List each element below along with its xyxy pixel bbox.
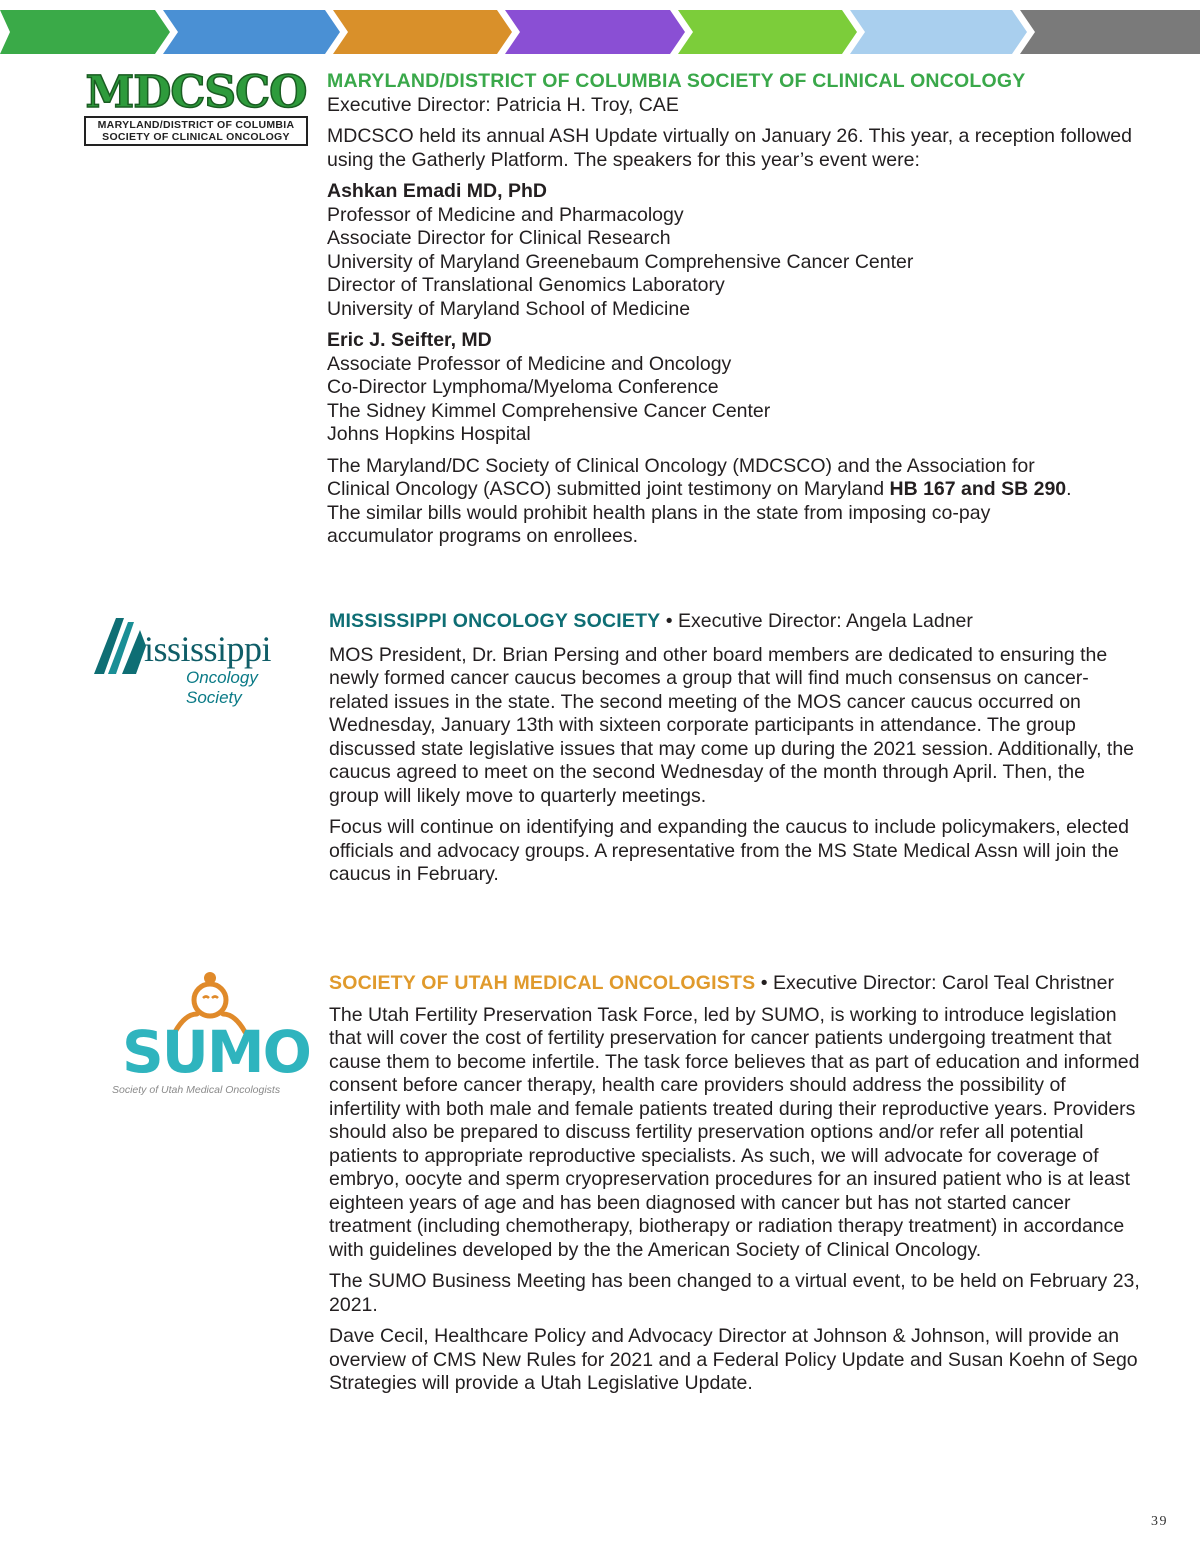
mdcsco-title: MARYLAND/DISTRICT OF COLUMBIA SOCIETY OF CLINICAL ONCOLOGY — [327, 70, 1026, 92]
speaker-1-title: University of Maryland School of Medicine — [327, 297, 691, 320]
page-number: 39 — [1151, 1514, 1168, 1529]
mississippi-title: MISSISSIPPI ONCOLOGY SOCIETY — [329, 610, 661, 632]
chevron-light-blue — [850, 10, 1027, 54]
mdcsco-logo-word: MDCSCO — [85, 67, 307, 118]
chevron-lime — [678, 10, 857, 54]
sumo-paragraph-3: Dave Cecil, Healthcare Policy and Advocacy Director at Johnson & Johnson, will provide an overview of CMS New Rules for 2021 and a Federal Policy Update and Susan Koehn of Sego Strategies will provide a Utah Legislative Update. — [329, 1325, 1138, 1394]
chevron-white-notch — [0, 20, 6, 44]
sumo-logo — [112, 970, 310, 1100]
chevron-blue — [163, 10, 340, 54]
speaker-1-title: University of Maryland Greenebaum Comprehensive Cancer Center — [327, 250, 914, 273]
speaker-1-title: Associate Director for Clinical Research — [327, 227, 671, 249]
sumo-content — [329, 972, 1140, 1404]
chevron-gray — [1020, 10, 1200, 54]
testimony-text-before: The Maryland/DC Society of Clinical Oncology (MDCSCO) and the Association for Clinical Oncology (ASCO) submitted joint testimony on Maryland — [327, 454, 1035, 500]
mdcsco-content — [327, 70, 1140, 557]
speaker-2-titles — [327, 353, 1140, 447]
mdcsco-testimony — [327, 455, 1100, 549]
mdcsco-executive-director: Executive Director: Patricia H. Troy, CAE — [327, 93, 679, 116]
speaker-2-title: Johns Hopkins Hospital — [327, 423, 531, 445]
sumo-executive-director: • Executive Director: Carol Teal Christner — [755, 972, 1114, 994]
speaker-1-name: Ashkan Emadi MD, PhD — [327, 180, 547, 202]
sumo-title: SOCIETY OF UTAH MEDICAL ONCOLOGISTS — [329, 972, 756, 994]
chevron-orange — [333, 10, 512, 54]
speaker-2-title: The Sidney Kimmel Comprehensive Cancer Center — [327, 399, 771, 422]
mississippi-logo-subtitle: Oncology Society — [186, 668, 258, 707]
testimony-text-after: . The similar bills would prohibit health plans in the state from imposing co-pay accumulator programs on enrollees. — [327, 478, 1072, 547]
mdcsco-logo-line1: MARYLAND/DISTRICT OF COLUMBIA — [97, 119, 295, 131]
speaker-1-titles — [327, 204, 1140, 322]
mississippi-logo — [94, 608, 314, 707]
mississippi-paragraph-1: MOS President, Dr. Brian Persing and other board members are dedicated to ensuring the newly formed cancer caucus becomes a group that will find much consensus on cancer-related issues in the state. The second meeting of the MOS cancer caucus occurred on Wednesday, January 13th with sixteen corporate participants in attendance. The group discussed state legislative issues that may come up during the 2021 session. Additionally, the caucus agreed to meet on the second Wednesday of the month through April. Then, the group will likely move to quarterly meetings. — [329, 643, 1135, 807]
chevron-banner — [0, 10, 1200, 54]
speaker-2-name: Eric J. Seifter, MD — [327, 329, 492, 351]
mississippi-logo-word: ississippi — [144, 629, 272, 669]
mississippi-header — [329, 610, 1140, 634]
chevron-banner-graphic — [0, 10, 1200, 54]
mdcsco-logo-subtitle — [84, 116, 308, 146]
sumo-logo-subtitle: Society of Utah Medical Oncologists — [112, 1084, 281, 1096]
mississippi-executive-director: • Executive Director: Angela Ladner — [660, 610, 973, 632]
speaker-1-title: Professor of Medicine and Pharmacology — [327, 203, 684, 226]
chevron-green — [0, 10, 170, 54]
sumo-paragraph-2: The SUMO Business Meeting has been changed to a virtual event, to be held on February 23, 2021. — [329, 1270, 1140, 1316]
testimony-bill-numbers: HB 167 and SB 290 — [889, 478, 1067, 500]
chevron-purple — [505, 10, 685, 54]
speaker-1-title: Director of Translational Genomics Laboratory — [327, 274, 725, 296]
mississippi-content — [329, 610, 1140, 895]
mdcsco-logo-line2: SOCIETY OF CLINICAL ONCOLOGY — [102, 131, 290, 143]
mdcsco-intro: MDCSCO held its annual ASH Update virtually on January 26. This year, a reception followed using the Gatherly Platform. The speakers for this year’s event were: — [327, 125, 1132, 171]
speaker-2-title: Co-Director Lymphoma/Myeloma Conference — [327, 376, 719, 398]
sumo-paragraph-1: The Utah Fertility Preservation Task Force, led by SUMO, is working to introduce legislation that will cover the cost of fertility preservation for cancer patients undergoing treatment that cause them to become infertile. The task force believes that as part of education and informed consent before cancer therapy, health care providers should address the possibility of infertility with both male and female patients treated during their reproductive years. Providers should also be prepared to discuss fertility preservation options and/or refer all potential patients to appropriate reproductive specialists. As such, we will advocate for coverage of embryo, oocyte and sperm cryopreservation procedures for an insured patient who is at least eighteen years of age and has been diagnosed with cancer but has not started cancer treatment (including chemotherapy, biotherapy or radiation therapy treatment) in accordance with guidelines developed by the the American Society of Clinical Oncology. — [329, 1003, 1140, 1261]
mississippi-paragraph-2: Focus will continue on identifying and expanding the caucus to include policymakers, elected officials and advocacy groups. A representative from the MS State Medical Assn will join the caucus in February. — [329, 816, 1129, 885]
speaker-2-title: Associate Professor of Medicine and Oncology — [327, 352, 732, 375]
sumo-logo-word: SUMO — [122, 1018, 310, 1086]
sumo-header — [329, 972, 1140, 996]
mdcsco-logo — [84, 67, 308, 146]
